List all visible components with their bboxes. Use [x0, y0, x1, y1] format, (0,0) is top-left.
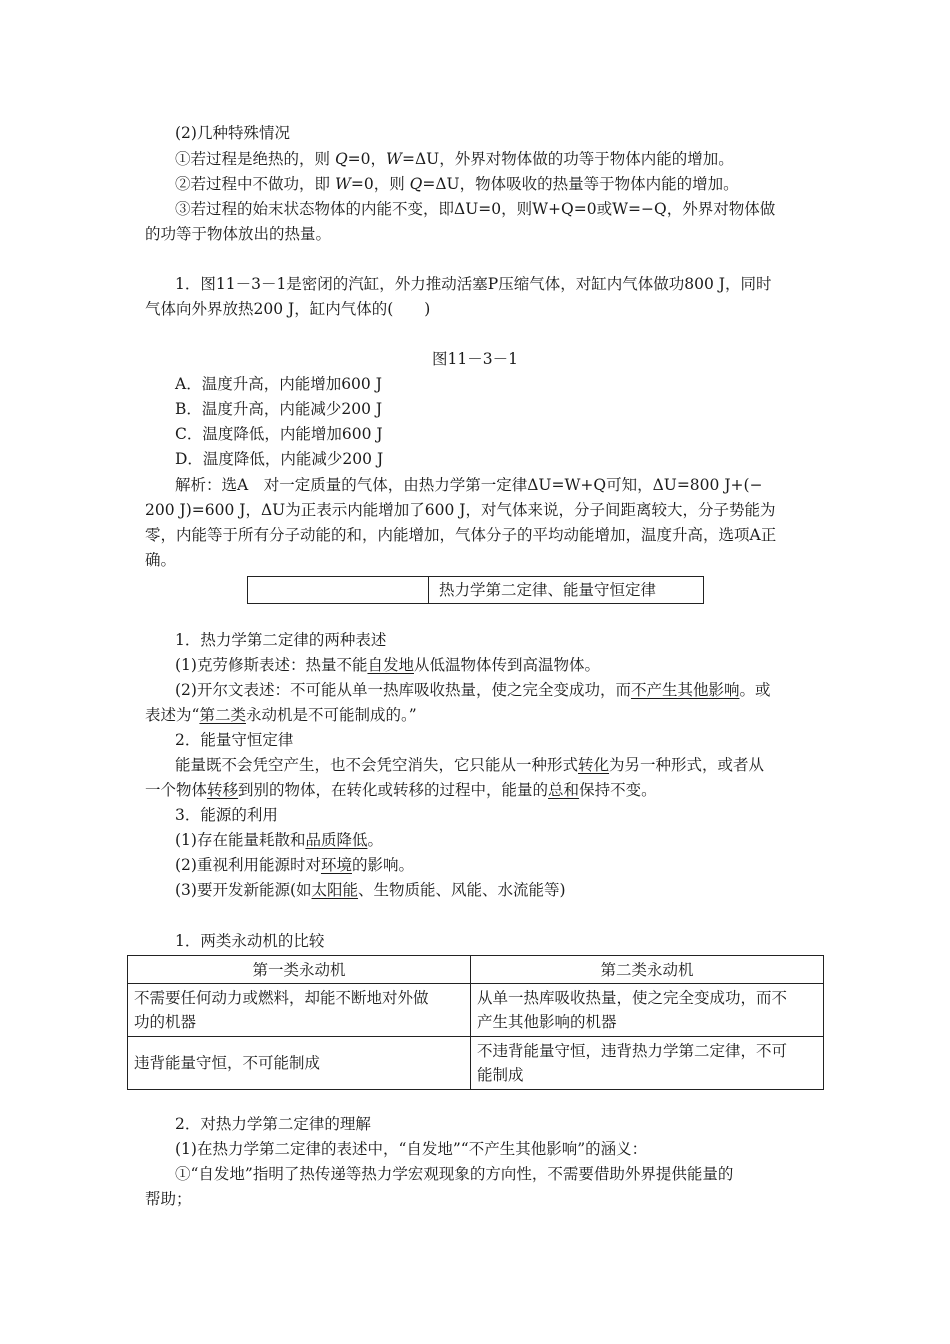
underlined-term: 环境 — [320, 856, 352, 874]
problem-line2: 气体向外界放热200 J，缸内气体的( ) — [145, 300, 431, 318]
energy-use-3 — [175, 880, 840, 900]
understanding-line1: (1)在热力学第二定律的表述中，“自发地”“不产生其他影响”的涵义： — [175, 1140, 648, 1158]
special-cases-heading: (2)几种特殊情况 — [175, 124, 290, 142]
table-header: 第二类永动机 — [471, 956, 824, 984]
var-q: Q — [409, 175, 423, 193]
var-w: W — [386, 150, 402, 168]
second-law-title: 1．热力学第二定律的两种表述 — [175, 631, 387, 649]
text: (1)克劳修斯表述：热量不能 — [175, 656, 368, 674]
table-row — [128, 984, 824, 1037]
energy-use-2 — [175, 855, 840, 875]
text: (2)重视利用能源时对 — [175, 856, 321, 874]
underlined-term: 总和 — [548, 781, 580, 799]
solution-line3: 零，内能等于所有分子动能的和，内能增加，气体分子的平均动能增加，温度升高，选项A正 — [145, 526, 777, 544]
text: 到别的物体，在转化或转移的过程中，能量的 — [238, 781, 549, 799]
table-header-row — [128, 956, 824, 984]
text: (3)要开发新能源(如 — [175, 881, 312, 899]
special-case-1 — [175, 149, 840, 169]
kelvin-statement — [175, 680, 840, 700]
table-header: 第一类永动机 — [128, 956, 471, 984]
banner-title: 热力学第二定律、能量守恒定律 — [429, 577, 704, 604]
underlined-term: 转化 — [578, 756, 610, 774]
text: =ΔU，物体吸收的热量等于物体内能的增加。 — [422, 175, 739, 193]
text: =0，则 — [350, 175, 410, 193]
special-case-3-line2: 的功等于物体放出的热量。 — [145, 225, 332, 243]
comparison-title: 1．两类永动机的比较 — [175, 932, 325, 950]
option-b: B．温度升高，内能减少200 J — [175, 400, 383, 418]
banner-left-cell — [248, 577, 429, 604]
conservation-line2 — [145, 780, 810, 800]
underlined-term: 品质降低 — [305, 831, 368, 849]
special-case-3-line1: ③若过程的始末状态物体的内能不变，即ΔU=0，则W+Q=0或W=−Q，外界对物体做 — [175, 200, 776, 218]
energy-use-1 — [175, 830, 840, 850]
text: 、生物质能、风能、水流能等) — [358, 881, 566, 899]
conservation-line1 — [175, 755, 840, 775]
text: 。 — [367, 831, 383, 849]
text: =ΔU，外界对物体做的功等于物体内能的增加。 — [401, 150, 734, 168]
conservation-title: 2．能量守恒定律 — [175, 731, 294, 749]
understanding-line3: 帮助； — [145, 1190, 192, 1208]
clausius-statement — [175, 655, 840, 675]
solution-line1: 解析：选A 对一定质量的气体，由热力学第一定律ΔU=W+Q可知，ΔU=800 J+(− — [175, 476, 763, 494]
cell-line: 功的机器 — [134, 1013, 197, 1031]
option-a: A．温度升高，内能增加600 J — [175, 375, 382, 393]
comparison-table — [127, 955, 824, 1090]
underlined-term: 自发地 — [367, 656, 414, 674]
var-w: W — [334, 175, 351, 193]
kelvin-statement-2 — [145, 705, 810, 725]
var-q: Q — [334, 150, 348, 168]
underlined-term: 第二类 — [199, 706, 246, 724]
text: (1)存在能量耗散和 — [175, 831, 306, 849]
text: 的影响。 — [351, 856, 414, 874]
special-case-2 — [175, 174, 840, 194]
option-d: D．温度降低，内能减少200 J — [175, 450, 384, 468]
solution-line4: 确。 — [145, 551, 177, 569]
text: 表述为“ — [145, 706, 200, 724]
text: 能量既不会凭空产生，也不会凭空消失，它只能从一种形式 — [175, 756, 579, 774]
cell-line: 产生其他影响的机器 — [477, 1013, 617, 1031]
text: 一个物体 — [145, 781, 208, 799]
text: 永动机是不可能制成的。” — [245, 706, 417, 724]
cell-line: 从单一热库吸收热量，使之完全变成功，而不 — [477, 989, 788, 1007]
cell-line: 能制成 — [477, 1066, 524, 1084]
section-banner — [247, 576, 704, 604]
text: (2)开尔文表述：不可能从单一热库吸收热量，使之完全变成功，而 — [175, 681, 631, 699]
table-row — [128, 1037, 824, 1090]
table-cell — [471, 984, 824, 1037]
underlined-term: 转移 — [207, 781, 239, 799]
understanding-line2: ①“自发地”指明了热传递等热力学宏观现象的方向性，不需要借助外界提供能量的 — [175, 1165, 734, 1183]
text: 从低温物体传到高温物体。 — [413, 656, 600, 674]
underlined-term: 不产生其他影响 — [630, 681, 740, 699]
understanding-title: 2．对热力学第二定律的理解 — [175, 1115, 371, 1133]
text: ①若过程是绝热的，则 — [175, 150, 335, 168]
text: 。或 — [739, 681, 771, 699]
cell-line: 不违背能量守恒，违背热力学第二定律，不可 — [477, 1042, 788, 1060]
energy-use-title: 3．能源的利用 — [175, 806, 278, 824]
table-cell — [471, 1037, 824, 1090]
underlined-term: 太阳能 — [311, 881, 359, 899]
text: =0， — [347, 150, 387, 168]
text: 为另一种形式，或者从 — [609, 756, 765, 774]
text: 保持不变。 — [579, 781, 657, 799]
table-cell — [128, 984, 471, 1037]
option-c: C．温度降低，内能增加600 J — [175, 425, 383, 443]
figure-caption: 图11－3－1 — [432, 350, 518, 368]
cell-line: 不需要任何动力或燃料，却能不断地对外做 — [134, 989, 429, 1007]
text: ②若过程中不做功，即 — [175, 175, 335, 193]
problem-line1: 1．图11－3－1是密闭的汽缸，外力推动活塞P压缩气体，对缸内气体做功800 J，同时 — [175, 275, 772, 293]
solution-line2: 200 J)=600 J，ΔU为正表示内能增加了600 J，对气体来说，分子间距离较大，分子势能为 — [145, 501, 776, 519]
table-cell: 违背能量守恒，不可能制成 — [128, 1037, 471, 1090]
